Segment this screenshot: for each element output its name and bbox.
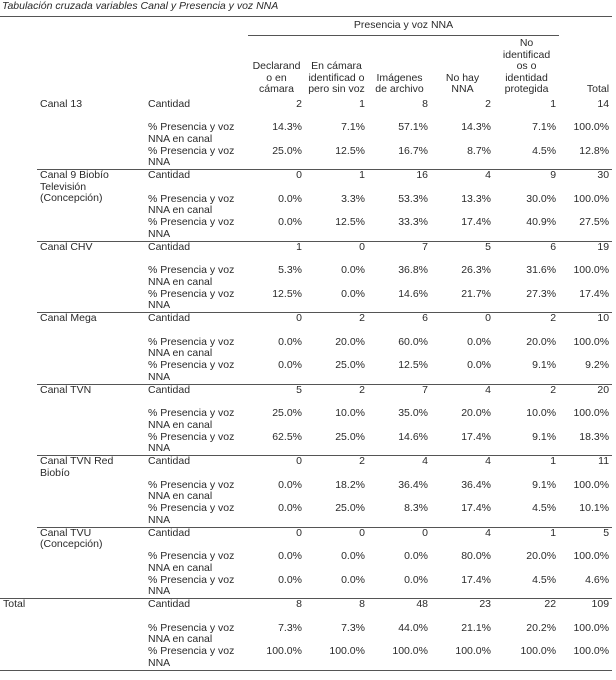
value-cell: 8.3% xyxy=(404,502,428,514)
value-cell: 4.5% xyxy=(532,573,557,586)
corner-cell xyxy=(0,17,248,36)
value-cell: 16 xyxy=(368,170,431,194)
value-cell: 6 xyxy=(494,241,559,265)
value-cell: 27.5% xyxy=(579,216,610,228)
corner-cell xyxy=(559,17,612,36)
value-cell: 30.0% xyxy=(526,192,557,205)
value-cell: 1 xyxy=(305,170,368,194)
value-cell: 12.5% xyxy=(335,144,365,157)
value-cell: 14.3% xyxy=(461,121,491,133)
value-cell: 3.3% xyxy=(341,192,365,205)
value-cell: 4.6% xyxy=(585,573,610,586)
table-row xyxy=(0,99,612,123)
measure-label: Cantidad xyxy=(145,456,248,480)
value-cell: 0.0% xyxy=(278,335,302,348)
column-header: No identificad os o identidad protegida xyxy=(502,37,551,95)
table-row xyxy=(0,599,612,623)
value-cell: 1 xyxy=(248,241,305,265)
value-cell: 18.2% xyxy=(335,478,365,491)
value-cell: 1 xyxy=(359,97,365,110)
value-cell: 36.8% xyxy=(398,264,428,276)
value-cell: 18.3% xyxy=(579,430,610,443)
row-group-label: Canal 13 xyxy=(40,97,83,110)
value-cell: 100.0% xyxy=(573,121,610,133)
measure-label: % Presencia y voz NNA xyxy=(145,646,248,670)
value-cell: 17.4% xyxy=(461,573,491,586)
value-cell: 100.0% xyxy=(431,646,494,670)
column-group-header: Presencia y voz NNA xyxy=(248,17,559,36)
value-cell: 2 xyxy=(494,313,559,337)
value-cell: 100.0% xyxy=(573,192,610,205)
value-cell: 2 xyxy=(305,313,368,337)
value-cell: 17.4% xyxy=(461,430,491,443)
value-cell: 7.3% xyxy=(341,621,365,634)
corner-cell xyxy=(0,35,248,99)
value-cell: 40.9% xyxy=(526,216,557,228)
value-cell: 2 xyxy=(494,384,559,408)
value-cell: 10 xyxy=(559,313,612,337)
value-cell: 100.0% xyxy=(248,646,305,670)
value-cell: 0.0% xyxy=(278,216,302,228)
value-cell: 0.0% xyxy=(404,573,428,586)
value-cell: 100.0% xyxy=(573,335,610,348)
value-cell: 100.0% xyxy=(559,646,612,670)
value-cell: 12.5% xyxy=(335,216,365,228)
measure-label: % Presencia y voz NNA en canal xyxy=(148,478,235,502)
value-cell: 80.0% xyxy=(461,550,491,562)
measure-label: Cantidad xyxy=(145,384,248,408)
value-cell: 35.0% xyxy=(398,407,428,419)
value-cell: 17.4% xyxy=(461,502,491,514)
value-cell: 14.6% xyxy=(398,287,428,300)
value-cell: 7 xyxy=(368,241,431,265)
value-cell: 8 xyxy=(305,599,368,623)
value-cell: 9.1% xyxy=(532,478,557,491)
value-cell: 62.5% xyxy=(272,430,302,443)
value-cell: 12.5% xyxy=(272,287,302,300)
value-cell: 0.0% xyxy=(278,502,302,514)
value-cell: 7.1% xyxy=(532,121,557,133)
value-cell: 0 xyxy=(248,527,305,551)
value-cell: 0 xyxy=(248,170,305,194)
value-cell: 25.0% xyxy=(335,502,365,514)
value-cell: 17.4% xyxy=(579,287,610,300)
value-cell: 57.1% xyxy=(398,121,428,133)
column-header-total: Total xyxy=(586,83,610,95)
value-cell: 53.3% xyxy=(398,192,428,205)
value-cell: 4 xyxy=(431,384,494,408)
value-cell: 0 xyxy=(248,456,305,480)
value-cell: 9 xyxy=(494,170,559,194)
value-cell: 25.0% xyxy=(335,430,365,443)
value-cell: 1 xyxy=(494,527,559,551)
value-cell: 5 xyxy=(431,241,494,265)
value-cell: 0 xyxy=(431,313,494,337)
value-cell: 10.0% xyxy=(526,407,557,419)
measure-label: Cantidad xyxy=(145,241,248,265)
value-cell: 13.3% xyxy=(461,192,491,205)
value-cell: 7.1% xyxy=(341,121,365,133)
value-cell: 14 xyxy=(597,97,610,110)
value-cell: 7 xyxy=(368,384,431,408)
measure-label: Cantidad xyxy=(145,599,248,623)
value-cell: 11 xyxy=(559,456,612,480)
measure-label: % Presencia y voz NNA xyxy=(148,573,235,597)
value-cell: 8 xyxy=(248,599,305,623)
table-row xyxy=(0,384,612,408)
value-cell: 8 xyxy=(422,97,428,110)
measure-label: % Presencia y voz NNA en canal xyxy=(148,335,235,359)
value-cell: 7.3% xyxy=(278,621,302,634)
value-cell: 0 xyxy=(305,527,368,551)
value-cell: 0 xyxy=(305,241,368,265)
measure-label: Cantidad xyxy=(145,170,248,194)
crosstab-table xyxy=(0,16,612,671)
value-cell: 20.0% xyxy=(526,550,557,562)
value-cell: 100.0% xyxy=(573,478,610,491)
value-cell: 9.1% xyxy=(532,359,557,371)
value-cell: 36.4% xyxy=(398,478,428,491)
value-cell: 19 xyxy=(559,241,612,265)
table-row xyxy=(0,527,612,551)
row-group-label: Canal 9 Biobío Televisión (Concepción) xyxy=(37,170,145,242)
value-cell: 100.0% xyxy=(368,646,431,670)
measure-label: % Presencia y voz NNA en canal xyxy=(148,407,235,431)
value-cell: 0.0% xyxy=(341,573,365,586)
value-cell: 109 xyxy=(559,599,612,623)
value-cell: 25.0% xyxy=(272,144,302,157)
value-cell: 0 xyxy=(248,313,305,337)
value-cell: 1 xyxy=(494,456,559,480)
value-cell: 2 xyxy=(305,384,368,408)
table-row xyxy=(0,170,612,194)
indent-cell xyxy=(0,99,37,599)
value-cell: 0.0% xyxy=(341,287,365,300)
row-group-label: Canal TVN Red Biobío xyxy=(37,456,145,528)
value-cell: 21.1% xyxy=(461,621,491,634)
value-cell: 0.0% xyxy=(467,335,491,348)
value-cell: 1 xyxy=(550,97,557,110)
column-header: No hay NNA xyxy=(445,71,480,95)
value-cell: 5.3% xyxy=(278,264,302,276)
value-cell: 20 xyxy=(559,384,612,408)
value-cell: 30 xyxy=(559,170,612,194)
value-cell: 0 xyxy=(368,527,431,551)
measure-label: % Presencia y voz NNA xyxy=(148,144,235,168)
value-cell: 100.0% xyxy=(494,646,559,670)
table-title: Tabulación cruzada variables Canal y Presencia y voz NNA xyxy=(2,0,279,12)
value-cell: 23 xyxy=(431,599,494,623)
value-cell: 4 xyxy=(368,456,431,480)
value-cell: 0.0% xyxy=(404,550,428,562)
value-cell: 2 xyxy=(485,97,491,110)
value-cell: 100.0% xyxy=(573,407,610,419)
value-cell: 20.0% xyxy=(461,407,491,419)
measure-label: % Presencia y voz NNA xyxy=(148,216,235,240)
value-cell: 31.6% xyxy=(526,264,557,276)
value-cell: 26.3% xyxy=(461,264,491,276)
value-cell: 10.1% xyxy=(579,502,610,514)
value-cell: 4.5% xyxy=(532,144,557,157)
column-header: Declarand o en cámara xyxy=(252,60,301,95)
value-cell: 60.0% xyxy=(398,335,428,348)
value-cell: 17.4% xyxy=(461,216,491,228)
value-cell: 25.0% xyxy=(335,359,365,371)
value-cell: 22 xyxy=(494,599,559,623)
measure-label: % Presencia y voz NNA en canal xyxy=(148,192,235,216)
table-row xyxy=(0,241,612,265)
value-cell: 0.0% xyxy=(278,192,302,205)
value-cell: 6 xyxy=(368,313,431,337)
value-cell: 36.4% xyxy=(461,478,491,491)
table-row xyxy=(0,456,612,480)
row-group-label: Canal CHV xyxy=(37,241,145,313)
value-cell: 4 xyxy=(431,170,494,194)
measure-label: % Presencia y voz NNA xyxy=(148,287,235,311)
value-cell: 2 xyxy=(305,456,368,480)
measure-label: Cantidad xyxy=(148,97,191,110)
value-cell: 0.0% xyxy=(341,264,365,276)
value-cell: 5 xyxy=(559,527,612,551)
measure-label: Cantidad xyxy=(145,313,248,337)
value-cell: 12.5% xyxy=(398,359,428,371)
value-cell: 0.0% xyxy=(278,359,302,371)
value-cell: 20.0% xyxy=(335,335,365,348)
value-cell: 27.3% xyxy=(526,287,557,300)
value-cell: 0.0% xyxy=(278,573,302,586)
value-cell: 20.2% xyxy=(526,621,557,634)
value-cell: 4 xyxy=(431,456,494,480)
value-cell: 100.0% xyxy=(573,264,610,276)
row-group-label: Canal Mega xyxy=(37,313,145,385)
measure-label: % Presencia y voz NNA xyxy=(148,502,235,526)
measure-label: Cantidad xyxy=(145,527,248,551)
value-cell: 0.0% xyxy=(278,478,302,491)
value-cell: 0.0% xyxy=(278,550,302,562)
value-cell: 100.0% xyxy=(573,550,610,562)
value-cell: 0.0% xyxy=(341,550,365,562)
value-cell: 14.3% xyxy=(272,121,302,133)
value-cell: 9.1% xyxy=(532,430,557,443)
value-cell: 21.7% xyxy=(461,287,491,300)
measure-label: % Presencia y voz NNA xyxy=(148,430,235,454)
value-cell: 100.0% xyxy=(305,646,368,670)
measure-label: % Presencia y voz NNA en canal xyxy=(148,121,235,145)
row-group-label: Canal TVU (Concepción) xyxy=(37,527,145,599)
value-cell: 14.6% xyxy=(398,430,428,443)
value-cell: 16.7% xyxy=(398,144,428,157)
value-cell: 48 xyxy=(368,599,431,623)
measure-label: % Presencia y voz NNA en canal xyxy=(148,264,235,288)
value-cell: 10.0% xyxy=(335,407,365,419)
value-cell: 4 xyxy=(431,527,494,551)
measure-label: % Presencia y voz NNA en canal xyxy=(148,621,235,645)
value-cell: 12.8% xyxy=(579,144,610,157)
value-cell: 44.0% xyxy=(398,621,428,634)
value-cell: 0.0% xyxy=(467,359,491,371)
value-cell: 9.2% xyxy=(585,359,610,371)
value-cell: 20.0% xyxy=(526,335,557,348)
value-cell: 33.3% xyxy=(398,216,428,228)
value-cell: 8.7% xyxy=(467,144,491,157)
measure-label: % Presencia y voz NNA xyxy=(148,359,235,383)
value-cell: 2 xyxy=(296,97,302,110)
value-cell: 5 xyxy=(248,384,305,408)
column-header: Imágenes de archivo xyxy=(375,71,424,95)
value-cell: 25.0% xyxy=(272,407,302,419)
measure-label: % Presencia y voz NNA en canal xyxy=(148,550,235,574)
value-cell: 4.5% xyxy=(532,502,557,514)
value-cell: 100.0% xyxy=(573,621,610,634)
table-row xyxy=(0,313,612,337)
row-group-label: Canal TVN xyxy=(37,384,145,456)
row-group-label: Total xyxy=(0,599,145,671)
column-header: En cámara identificad o pero sin voz xyxy=(308,60,365,95)
